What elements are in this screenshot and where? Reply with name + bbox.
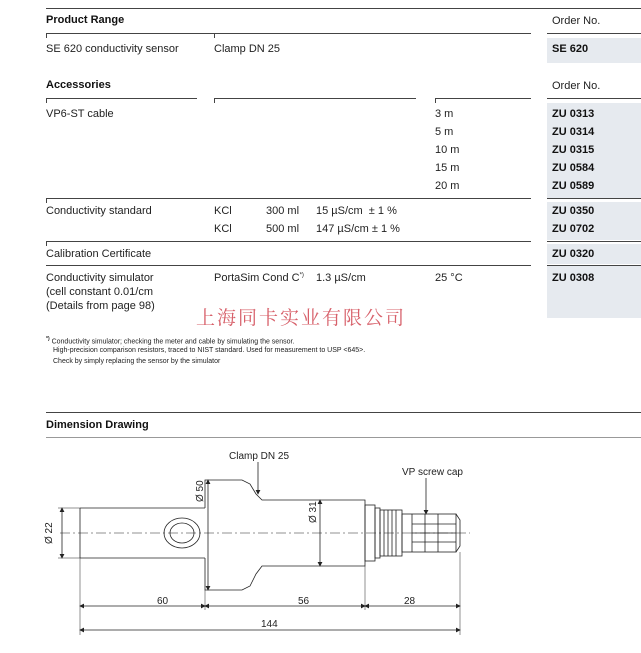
drawing-heading: Dimension Drawing (46, 419, 149, 431)
standard-value: 15 µS/cm ± 1 % (316, 205, 397, 217)
order-number: SE 620 (552, 43, 589, 55)
cable-name: VP6-ST cable (46, 108, 114, 120)
standard-volume: 300 ml (266, 205, 300, 217)
cable-length: 5 m (435, 126, 454, 138)
label-56: 56 (298, 596, 310, 607)
cable-order: ZU 0315 (552, 144, 595, 156)
product-name: SE 620 conductivity sensor (46, 43, 179, 55)
simulator-name: Conductivity simulator (46, 272, 154, 284)
simulator-value: 1.3 µS/cm (316, 272, 366, 284)
footnote-line: High-precision comparison resistors, traced to NIST standard. Used for measurement to USP <645>. (53, 347, 366, 354)
standard-chem: KCl (214, 223, 232, 235)
cable-length: 10 m (435, 144, 460, 156)
cable-order: ZU 0313 (552, 108, 595, 120)
certificate-order: ZU 0320 (552, 248, 595, 260)
standard-chem: KCl (214, 205, 232, 217)
simulator-model-sup: *) (299, 272, 304, 279)
standard-order: ZU 0702 (552, 223, 595, 235)
cable-length: 20 m (435, 180, 460, 192)
cable-order: ZU 0584 (552, 162, 595, 174)
standard-order: ZU 0350 (552, 205, 595, 217)
simulator-model-text: PortaSim Cond C (214, 272, 300, 284)
footnote-text: Conductivity simulator; checking the meter and cable by simulating the sensor. (51, 338, 295, 346)
label-60: 60 (157, 596, 169, 607)
standard-volume: 500 ml (266, 223, 300, 235)
certificate-name: Calibration Certificate (46, 248, 152, 260)
footnote-mark: *) (46, 336, 50, 342)
simulator-name: (Details from page 98) (46, 300, 155, 312)
cable-order: ZU 0589 (552, 180, 595, 192)
standard-name: Conductivity standard (46, 205, 152, 217)
label-144: 144 (261, 619, 278, 630)
standard-value: 147 µS/cm ± 1 % (316, 223, 400, 235)
label-d22: Ø 22 (44, 522, 55, 544)
cable-order: ZU 0314 (552, 126, 595, 138)
simulator-order: ZU 0308 (552, 272, 595, 284)
cable-length: 15 m (435, 162, 460, 174)
product-range-heading: Product Range (46, 14, 125, 26)
simulator-name: (cell constant 0.01/cm (46, 286, 153, 298)
label-d31: Ø 31 (308, 501, 319, 523)
clamp-flange (205, 480, 264, 590)
label-vp-cap: VP screw cap (402, 467, 463, 478)
simulator-temp: 25 °C (435, 272, 463, 284)
watermark-text: 上海同卡实业有限公司 (196, 307, 407, 329)
accessories-order-header: Order No. (552, 80, 601, 92)
accessories-heading: Accessories (46, 79, 111, 91)
product-range-order-header: Order No. (552, 15, 601, 27)
product-spec: Clamp DN 25 (214, 43, 281, 55)
cable-length: 3 m (435, 108, 454, 120)
label-28: 28 (404, 596, 416, 607)
footnote-line: Check by simply replacing the sensor by the simulator (53, 358, 221, 365)
label-d50: Ø 50 (195, 480, 206, 502)
label-clamp: Clamp DN 25 (229, 451, 290, 462)
